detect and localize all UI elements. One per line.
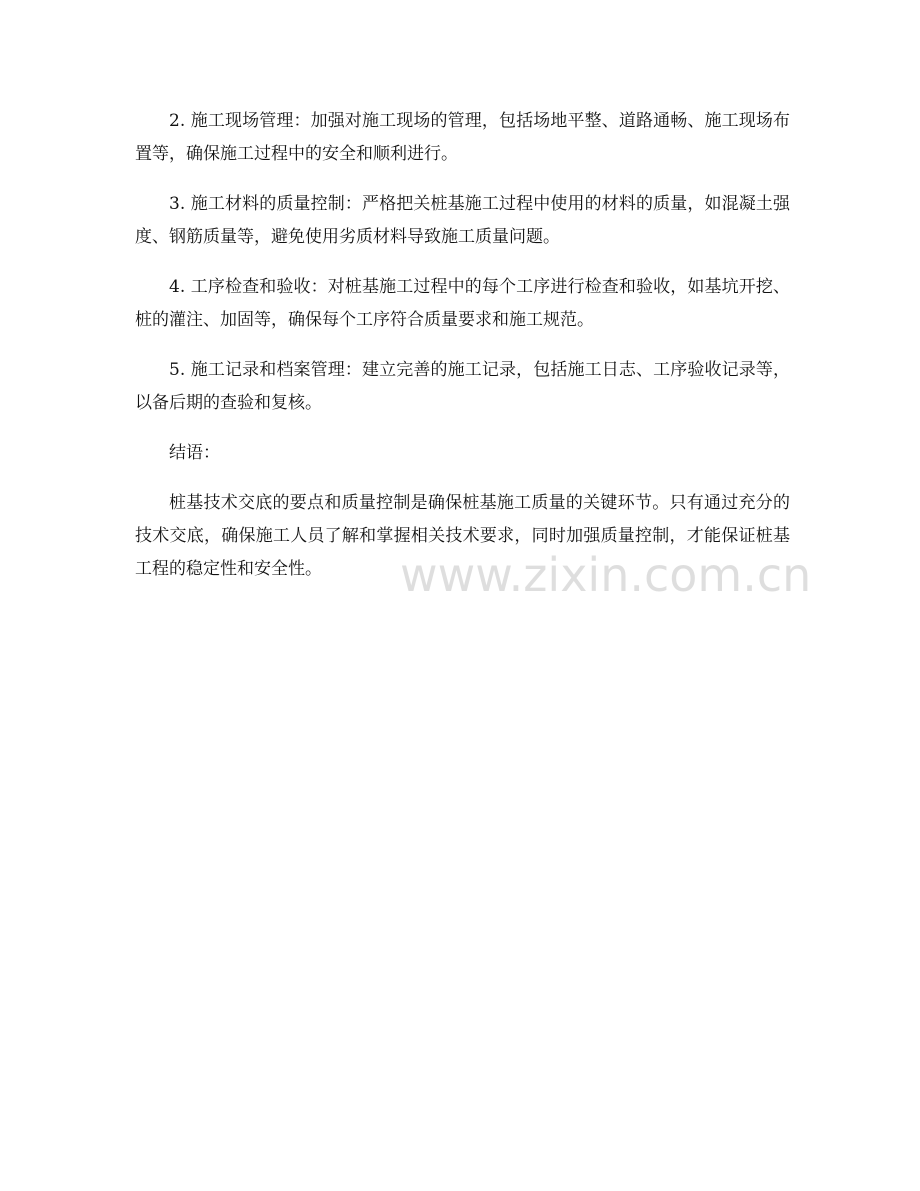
paragraph-process-inspection: 4. 工序检查和验收：对桩基施工过程中的每个工序进行检查和验收，如基坑开挖、桩的灌注、加固等，确保每个工序符合质量要求和施工规范。 xyxy=(135,277,790,330)
conclusion-heading: 结语： xyxy=(169,443,220,463)
paragraph-site-management: 2. 施工现场管理：加强对施工现场的管理，包括场地平整、道路通畅、施工现场布置等，确保施工过程中的安全和顺利进行。 xyxy=(135,111,790,164)
paragraph-records-archive: 5. 施工记录和档案管理：建立完善的施工记录，包括施工日志、工序验收记录等，以备后期的查验和复核。 xyxy=(135,360,790,413)
paragraph-material-quality: 3. 施工材料的质量控制：严格把关桩基施工过程中使用的材料的质量，如混凝土强度、钢筋质量等，避免使用劣质材料导致施工质量问题。 xyxy=(135,194,790,247)
document-body xyxy=(135,105,790,603)
watermark-text: www.zixin.com.cn xyxy=(400,548,812,602)
paragraph-conclusion: 桩基技术交底的要点和质量控制是确保桩基施工质量的关键环节。只有通过充分的技术交底，确保施工人员了解和掌握相关技术要求，同时加强质量控制，才能保证桩基工程的稳定性和安全性。 xyxy=(135,493,790,579)
